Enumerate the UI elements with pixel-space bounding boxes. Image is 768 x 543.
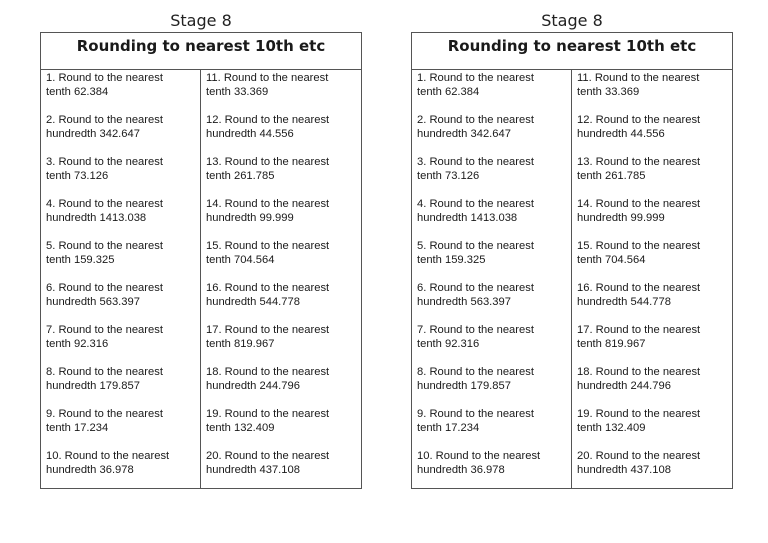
question-item: 15. Round to the nearest tenth 704.564 [206,240,330,266]
question-item: 16. Round to the nearest hundredth 544.778 [206,282,330,308]
worksheet-card-left [40,10,362,489]
worksheet-box [40,32,362,489]
worksheet-box [411,32,733,489]
question-item: 20. Round to the nearest hundredth 437.108 [206,450,330,476]
question-item: 15. Round to the nearest tenth 704.564 [577,240,701,266]
question-item: 10. Round to the nearest hundredth 36.978 [46,450,170,476]
worksheet-title: Rounding to nearest 10th etc [412,33,732,70]
question-item: 19. Round to the nearest tenth 132.409 [206,408,330,434]
question-item: 7. Round to the nearest tenth 92.316 [417,324,534,350]
question-item: 14. Round to the nearest hundredth 99.999 [577,198,701,224]
question-column-left [41,70,201,488]
worksheet-title: Rounding to nearest 10th etc [41,33,361,70]
question-item: 6. Round to the nearest hundredth 563.397 [46,282,163,308]
question-columns [412,70,732,488]
question-columns [41,70,361,488]
question-item: 8. Round to the nearest hundredth 179.857 [46,366,163,392]
stage-label: Stage 8 [541,11,603,30]
question-item: 18. Round to the nearest hundredth 244.796 [577,366,701,392]
question-item: 3. Round to the nearest tenth 73.126 [417,156,534,182]
question-item: 1. Round to the nearest tenth 62.384 [46,72,163,98]
question-column-right [201,70,361,488]
question-item: 4. Round to the nearest hundredth 1413.038 [417,198,534,224]
stage-label: Stage 8 [170,11,232,30]
question-item: 6. Round to the nearest hundredth 563.397 [417,282,534,308]
question-item: 14. Round to the nearest hundredth 99.999 [206,198,330,224]
question-item: 3. Round to the nearest tenth 73.126 [46,156,163,182]
question-item: 5. Round to the nearest tenth 159.325 [417,240,534,266]
question-item: 17. Round to the nearest tenth 819.967 [577,324,701,350]
question-item: 20. Round to the nearest hundredth 437.108 [577,450,701,476]
question-item: 2. Round to the nearest hundredth 342.647 [417,114,534,140]
question-item: 17. Round to the nearest tenth 819.967 [206,324,330,350]
question-item: 13. Round to the nearest tenth 261.785 [206,156,330,182]
question-item: 10. Round to the nearest hundredth 36.978 [417,450,541,476]
question-item: 11. Round to the nearest tenth 33.369 [577,72,700,98]
question-item: 7. Round to the nearest tenth 92.316 [46,324,163,350]
question-item: 19. Round to the nearest tenth 132.409 [577,408,701,434]
question-item: 16. Round to the nearest hundredth 544.778 [577,282,701,308]
question-item: 2. Round to the nearest hundredth 342.647 [46,114,163,140]
question-item: 9. Round to the nearest tenth 17.234 [417,408,534,434]
question-item: 5. Round to the nearest tenth 159.325 [46,240,163,266]
question-item: 12. Round to the nearest hundredth 44.556 [577,114,701,140]
worksheet-card-right [411,10,733,489]
question-item: 11. Round to the nearest tenth 33.369 [206,72,329,98]
question-item: 12. Round to the nearest hundredth 44.556 [206,114,330,140]
question-item: 18. Round to the nearest hundredth 244.796 [206,366,330,392]
question-item: 1. Round to the nearest tenth 62.384 [417,72,534,98]
question-column-right [572,70,732,488]
question-item: 13. Round to the nearest tenth 261.785 [577,156,701,182]
question-column-left [412,70,572,488]
question-item: 8. Round to the nearest hundredth 179.857 [417,366,534,392]
question-item: 9. Round to the nearest tenth 17.234 [46,408,163,434]
question-item: 4. Round to the nearest hundredth 1413.038 [46,198,163,224]
